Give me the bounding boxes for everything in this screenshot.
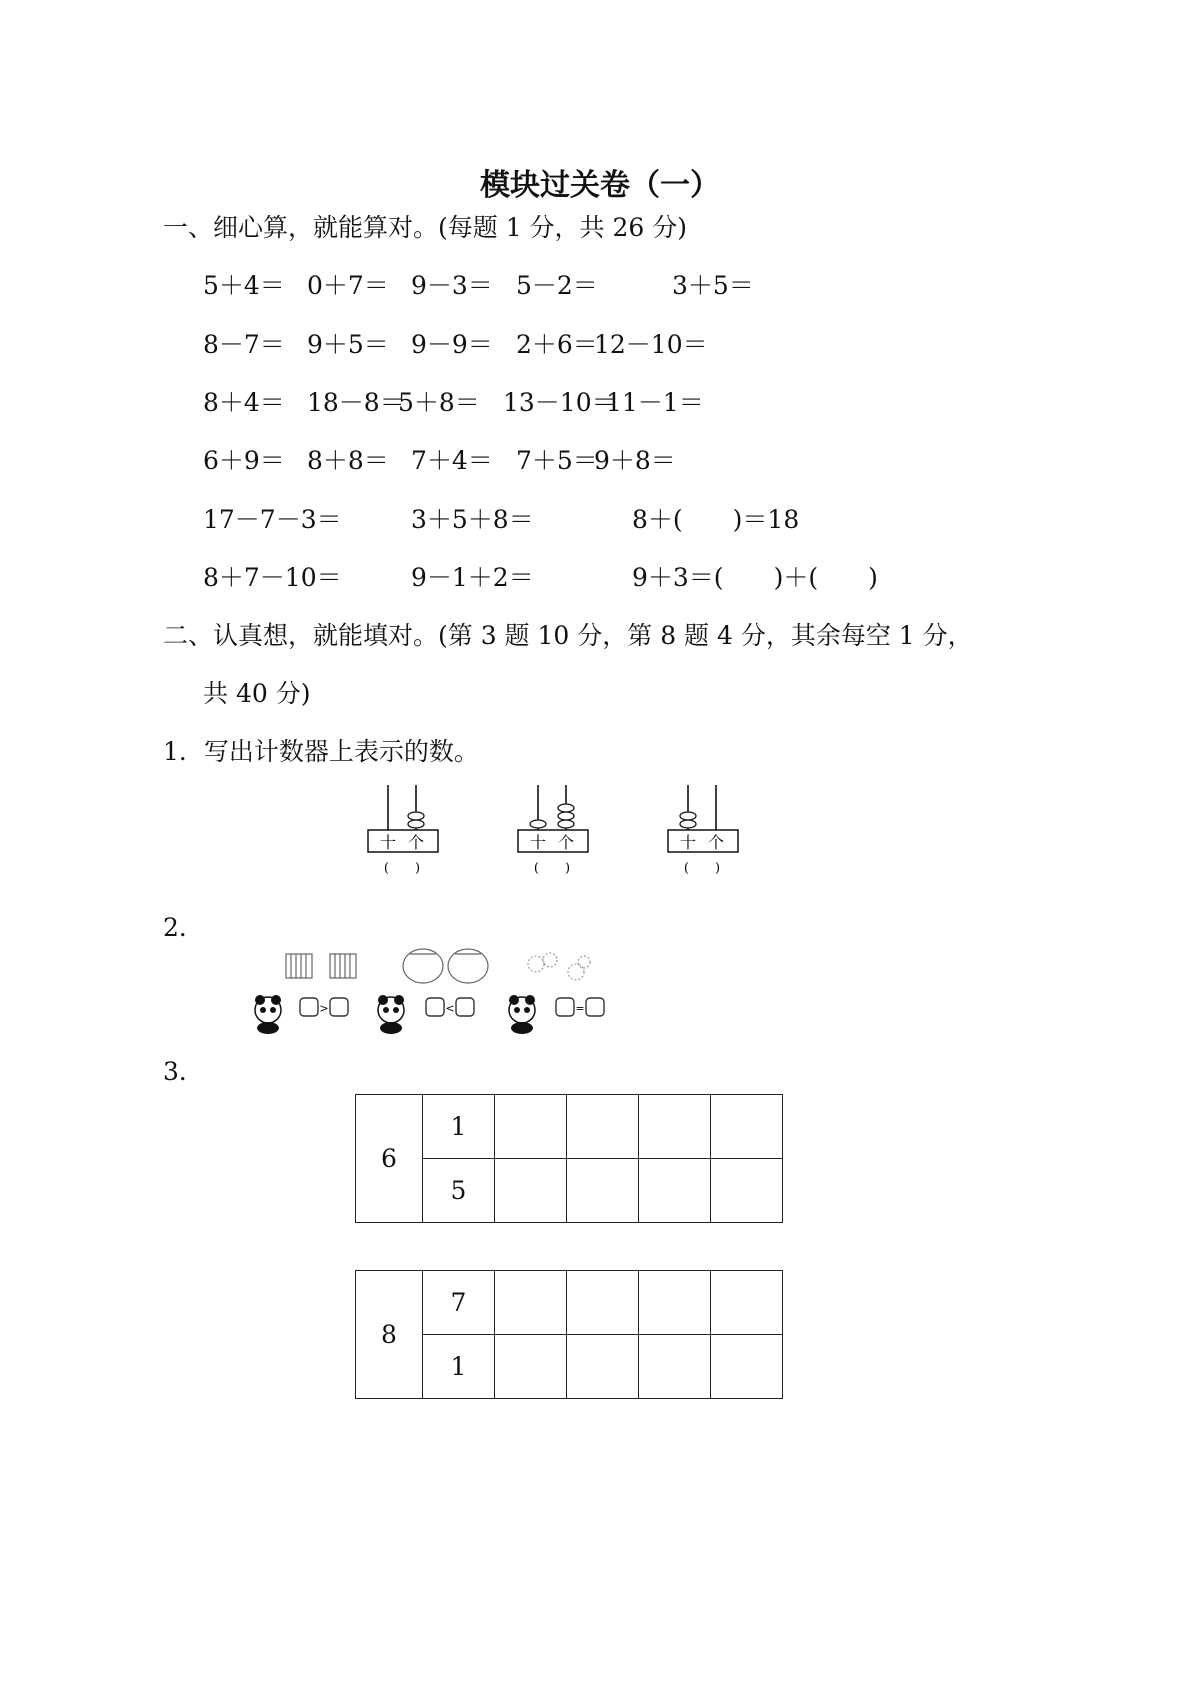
equation: 8＋( )＝18 xyxy=(632,505,800,534)
equation: 0＋7＝ xyxy=(307,271,389,300)
equation: 7＋4＝ xyxy=(411,446,493,475)
blank-cell[interactable] xyxy=(567,1095,639,1159)
page-title: 模块过关卷（一） xyxy=(480,168,720,203)
section2-heading: 二、认真想，就能填对。(第 3 题 10 分，第 8 题 4 分，其余每空 1 分， xyxy=(163,621,973,650)
answer-blank: ( ) xyxy=(683,861,721,876)
equation: 17－7－3＝ xyxy=(203,505,342,534)
answer-blank: ( ) xyxy=(533,861,571,876)
tens-label: 十 xyxy=(529,833,547,852)
blank-cell[interactable] xyxy=(639,1335,711,1399)
ones-beads xyxy=(408,812,424,828)
blank-cell[interactable] xyxy=(567,1271,639,1335)
answer-box[interactable] xyxy=(300,998,318,1016)
part-cell: 1 xyxy=(423,1335,495,1399)
equation: 6＋9＝ xyxy=(203,446,285,475)
blank-cell[interactable] xyxy=(495,1335,567,1399)
tens-label: 十 xyxy=(679,833,697,852)
equation: 5＋4＝ xyxy=(203,271,285,300)
equation: 9＋8＝ xyxy=(594,446,676,475)
part-cell: 1 xyxy=(423,1095,495,1159)
decomposition-table xyxy=(355,1270,783,1399)
question-1-label: 1．写出计数器上表示的数。 xyxy=(163,737,479,766)
equation: 5＋8＝ xyxy=(398,388,480,417)
equation: 9－1＋2＝ xyxy=(411,563,534,592)
abacus-bead xyxy=(680,820,696,828)
abacus-bead xyxy=(558,812,574,820)
tens-label: 十 xyxy=(379,833,397,852)
answer-box[interactable] xyxy=(586,998,604,1016)
blank-cell[interactable] xyxy=(567,1335,639,1399)
equation: 5－2＝ xyxy=(516,271,598,300)
panda-icon xyxy=(509,995,535,1034)
abacus-bead xyxy=(558,820,574,828)
question-2-label: 2． xyxy=(163,913,204,942)
section1-heading: 一、细心算，就能算对。(每题 1 分，共 26 分) xyxy=(163,213,688,242)
blank-cell[interactable] xyxy=(711,1271,783,1335)
part-cell: 7 xyxy=(423,1271,495,1335)
abacus-bead xyxy=(530,820,546,828)
blank-cell[interactable] xyxy=(639,1095,711,1159)
whole-number-cell: 8 xyxy=(356,1271,423,1399)
equation: 8－7＝ xyxy=(203,330,285,359)
comparison-sign: < xyxy=(445,1002,455,1015)
fishbowl-icon xyxy=(403,949,488,983)
equation: 8＋7－10＝ xyxy=(203,563,342,592)
blank-cell[interactable] xyxy=(711,1159,783,1223)
equation: 12－10＝ xyxy=(594,330,708,359)
ones-label: 个 xyxy=(557,833,575,852)
stick-bundles-icon xyxy=(286,954,356,978)
answer-box[interactable] xyxy=(330,998,348,1016)
blank-cell[interactable] xyxy=(495,1159,567,1223)
equation: 13－10＝ xyxy=(503,388,617,417)
answer-blank: ( ) xyxy=(383,861,421,876)
equation: 8＋4＝ xyxy=(203,388,285,417)
question-3-label: 3． xyxy=(163,1057,204,1086)
comparison-sign: > xyxy=(319,1002,329,1015)
equation: 9－9＝ xyxy=(411,330,493,359)
comparison-sign: = xyxy=(575,1002,585,1015)
answer-box[interactable] xyxy=(456,998,474,1016)
blank-cell[interactable] xyxy=(711,1335,783,1399)
panda-icon xyxy=(255,995,281,1034)
blank-cell[interactable] xyxy=(639,1271,711,1335)
panda-icon xyxy=(378,995,404,1034)
flower-icon xyxy=(528,953,590,980)
equation: 8＋8＝ xyxy=(307,446,389,475)
answer-box[interactable] xyxy=(426,998,444,1016)
counter-abacus-3 xyxy=(666,783,742,879)
tens-beads xyxy=(680,812,696,828)
equation: 11－1＝ xyxy=(606,388,704,417)
blank-cell[interactable] xyxy=(495,1271,567,1335)
ones-beads xyxy=(558,804,574,828)
equation: 7＋5＝ xyxy=(516,446,598,475)
ones-label: 个 xyxy=(407,833,425,852)
blank-cell[interactable] xyxy=(567,1159,639,1223)
equation: 18－8＝ xyxy=(307,388,405,417)
equation: 3＋5＝ xyxy=(672,271,754,300)
blank-cell[interactable] xyxy=(711,1095,783,1159)
counter-abacus-2 xyxy=(516,783,592,879)
abacus-bead xyxy=(558,804,574,812)
abacus-bead xyxy=(408,812,424,820)
comparison-illustration xyxy=(250,940,640,1040)
tens-beads xyxy=(530,820,546,828)
equation: 9＋5＝ xyxy=(307,330,389,359)
equation: 3＋5＋8＝ xyxy=(411,505,534,534)
part-cell: 5 xyxy=(423,1159,495,1223)
abacus-bead xyxy=(680,812,696,820)
equation: 9＋3＝( )＋( ) xyxy=(632,563,878,592)
abacus-bead xyxy=(408,820,424,828)
answer-box[interactable] xyxy=(556,998,574,1016)
blank-cell[interactable] xyxy=(495,1095,567,1159)
equation: 9－3＝ xyxy=(411,271,493,300)
blank-cell[interactable] xyxy=(639,1159,711,1223)
ones-label: 个 xyxy=(707,833,725,852)
whole-number-cell: 6 xyxy=(356,1095,423,1223)
counter-abacus-1 xyxy=(366,783,442,879)
equation: 2＋6＝ xyxy=(516,330,598,359)
section2-heading-cont: 共 40 分) xyxy=(203,679,311,708)
decomposition-table xyxy=(355,1094,783,1223)
